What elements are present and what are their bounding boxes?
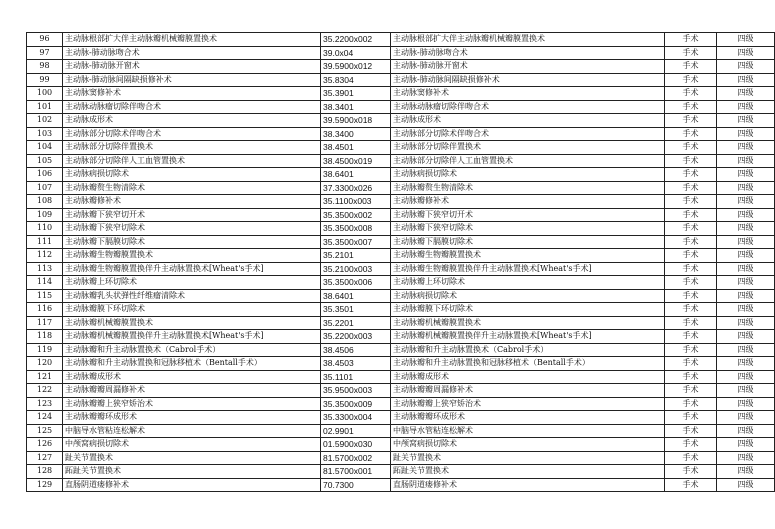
surgery-level-cell: 四级 [717,127,775,141]
table-row [27,465,775,479]
operation-type-cell: 手术 [665,451,717,465]
procedure-name-cell: 主动脉瓣膜下环切除术 [63,303,321,317]
mapped-procedure-name-cell: 主动脉动脉瘤切除伴吻合术 [391,100,665,114]
row-number-cell: 105 [27,154,63,168]
table-row [27,357,775,371]
table-row [27,411,775,425]
row-number-cell: 114 [27,276,63,290]
operation-type-cell: 手术 [665,249,717,263]
procedure-code-cell: 35.2201 [321,316,391,330]
procedure-table-body [27,33,775,492]
procedure-code-cell: 35.9500x003 [321,384,391,398]
procedure-name-cell: 主动脉动脉瘤切除伴吻合术 [63,100,321,114]
table-row [27,235,775,249]
row-number-cell: 119 [27,343,63,357]
document-page [26,32,754,492]
procedure-name-cell: 主动脉瓣下膈膜切除术 [63,235,321,249]
mapped-procedure-name-cell: 跖趾关节置换术 [391,465,665,479]
operation-type-cell: 手术 [665,465,717,479]
table-row [27,100,775,114]
table-row [27,195,775,209]
table-row [27,127,775,141]
table-row [27,424,775,438]
procedure-code-cell: 38.4506 [321,343,391,357]
procedure-code-cell: 81.5700x002 [321,451,391,465]
procedure-name-cell: 主动脉根部扩大伴主动脉瓣机械瓣膜置换术 [63,33,321,47]
procedure-table [26,32,775,492]
mapped-procedure-name-cell: 主动脉根部扩大伴主动脉瓣机械瓣膜置换术 [391,33,665,47]
mapped-procedure-name-cell: 主动脉-肺动脉开窗术 [391,60,665,74]
procedure-code-cell: 38.3400 [321,127,391,141]
row-number-cell: 101 [27,100,63,114]
procedure-code-cell: 35.2200x003 [321,330,391,344]
mapped-procedure-name-cell: 主动脉瓣成形术 [391,370,665,384]
row-number-cell: 109 [27,208,63,222]
operation-type-cell: 手术 [665,357,717,371]
surgery-level-cell: 四级 [717,370,775,384]
mapped-procedure-name-cell: 主动脉部分切除伴置换术 [391,141,665,155]
procedure-code-cell: 35.1100x003 [321,195,391,209]
procedure-name-cell: 主动脉瓣和升主动脉置换术（Cabrol手术） [63,343,321,357]
row-number-cell: 102 [27,114,63,128]
row-number-cell: 107 [27,181,63,195]
procedure-name-cell: 主动脉瓣赘生物清除术 [63,181,321,195]
procedure-name-cell: 中脑导水管粘连松解术 [63,424,321,438]
table-row [27,343,775,357]
table-row [27,316,775,330]
table-row [27,33,775,47]
mapped-procedure-name-cell: 主动脉瓣修补术 [391,195,665,209]
table-row [27,114,775,128]
procedure-name-cell: 主动脉瓣和升主动脉置换和冠脉移植术（Bentall手术） [63,357,321,371]
procedure-code-cell: 35.3901 [321,87,391,101]
operation-type-cell: 手术 [665,411,717,425]
surgery-level-cell: 四级 [717,276,775,290]
procedure-code-cell: 38.3401 [321,100,391,114]
table-row [27,370,775,384]
surgery-level-cell: 四级 [717,397,775,411]
operation-type-cell: 手术 [665,114,717,128]
row-number-cell: 97 [27,46,63,60]
row-number-cell: 117 [27,316,63,330]
row-number-cell: 129 [27,478,63,492]
procedure-code-cell: 38.4503 [321,357,391,371]
operation-type-cell: 手术 [665,316,717,330]
procedure-name-cell: 主动脉瓣成形术 [63,370,321,384]
procedure-code-cell: 35.1101 [321,370,391,384]
surgery-level-cell: 四级 [717,154,775,168]
operation-type-cell: 手术 [665,330,717,344]
mapped-procedure-name-cell: 中颅窝病损切除术 [391,438,665,452]
table-row [27,46,775,60]
table-row [27,330,775,344]
procedure-name-cell: 中颅窝病损切除术 [63,438,321,452]
table-row [27,262,775,276]
row-number-cell: 124 [27,411,63,425]
operation-type-cell: 手术 [665,438,717,452]
operation-type-cell: 手术 [665,46,717,60]
procedure-name-cell: 主动脉瓣生物瓣膜置换伴升主动脉置换术[Wheat's手术] [63,262,321,276]
surgery-level-cell: 四级 [717,424,775,438]
procedure-code-cell: 01.5900x030 [321,438,391,452]
row-number-cell: 112 [27,249,63,263]
mapped-procedure-name-cell: 直肠阴道瘘修补术 [391,478,665,492]
surgery-level-cell: 四级 [717,208,775,222]
procedure-name-cell: 主动脉瓣下狭窄切除术 [63,222,321,236]
operation-type-cell: 手术 [665,73,717,87]
procedure-code-cell: 38.4500x019 [321,154,391,168]
procedure-name-cell: 主动脉-肺动脉开窗术 [63,60,321,74]
row-number-cell: 123 [27,397,63,411]
procedure-name-cell: 主动脉病损切除术 [63,168,321,182]
row-number-cell: 106 [27,168,63,182]
table-row [27,249,775,263]
operation-type-cell: 手术 [665,370,717,384]
mapped-procedure-name-cell: 主动脉-肺动脉间隔缺损修补术 [391,73,665,87]
row-number-cell: 116 [27,303,63,317]
row-number-cell: 126 [27,438,63,452]
operation-type-cell: 手术 [665,168,717,182]
surgery-level-cell: 四级 [717,46,775,60]
mapped-procedure-name-cell: 主动脉瓣下狭窄切除术 [391,222,665,236]
table-row [27,451,775,465]
procedure-name-cell: 直肠阴道瘘修补术 [63,478,321,492]
mapped-procedure-name-cell: 主动脉瓣瓣环成形术 [391,411,665,425]
operation-type-cell: 手术 [665,424,717,438]
surgery-level-cell: 四级 [717,73,775,87]
operation-type-cell: 手术 [665,222,717,236]
mapped-procedure-name-cell: 主动脉瓣机械瓣膜置换术 [391,316,665,330]
procedure-code-cell: 39.5900x012 [321,60,391,74]
table-row [27,154,775,168]
procedure-code-cell: 35.3500x002 [321,208,391,222]
operation-type-cell: 手术 [665,141,717,155]
procedure-code-cell: 38.6401 [321,168,391,182]
surgery-level-cell: 四级 [717,60,775,74]
operation-type-cell: 手术 [665,127,717,141]
mapped-procedure-name-cell: 主动脉瓣生物瓣膜置换伴升主动脉置换术[Wheat's手术] [391,262,665,276]
row-number-cell: 98 [27,60,63,74]
operation-type-cell: 手术 [665,276,717,290]
mapped-procedure-name-cell: 主动脉瓣瓣周漏修补术 [391,384,665,398]
mapped-procedure-name-cell: 主动脉瓣和升主动脉置换术（Cabrol手术） [391,343,665,357]
operation-type-cell: 手术 [665,87,717,101]
table-row [27,141,775,155]
surgery-level-cell: 四级 [717,262,775,276]
table-row [27,289,775,303]
mapped-procedure-name-cell: 主动脉瓣上环切除术 [391,276,665,290]
operation-type-cell: 手术 [665,384,717,398]
surgery-level-cell: 四级 [717,384,775,398]
surgery-level-cell: 四级 [717,222,775,236]
row-number-cell: 108 [27,195,63,209]
surgery-level-cell: 四级 [717,114,775,128]
row-number-cell: 99 [27,73,63,87]
procedure-code-cell: 39.0x04 [321,46,391,60]
surgery-level-cell: 四级 [717,141,775,155]
surgery-level-cell: 四级 [717,478,775,492]
procedure-name-cell: 主动脉瓣乳头状弹性纤维瘤清除术 [63,289,321,303]
row-number-cell: 127 [27,451,63,465]
procedure-name-cell: 主动脉瓣机械瓣膜置换术 [63,316,321,330]
surgery-level-cell: 四级 [717,411,775,425]
operation-type-cell: 手术 [665,195,717,209]
procedure-name-cell: 主动脉-肺动脉吻合术 [63,46,321,60]
surgery-level-cell: 四级 [717,289,775,303]
row-number-cell: 104 [27,141,63,155]
surgery-level-cell: 四级 [717,181,775,195]
table-row [27,208,775,222]
procedure-code-cell: 81.5700x001 [321,465,391,479]
mapped-procedure-name-cell: 主动脉瓣赘生物清除术 [391,181,665,195]
operation-type-cell: 手术 [665,478,717,492]
procedure-name-cell: 主动脉瓣下狭窄切开术 [63,208,321,222]
row-number-cell: 128 [27,465,63,479]
table-row [27,384,775,398]
surgery-level-cell: 四级 [717,357,775,371]
procedure-code-cell: 38.6401 [321,289,391,303]
procedure-code-cell: 02.9901 [321,424,391,438]
procedure-name-cell: 主动脉成形术 [63,114,321,128]
mapped-procedure-name-cell: 主动脉瓣生物瓣膜置换术 [391,249,665,263]
surgery-level-cell: 四级 [717,235,775,249]
row-number-cell: 96 [27,33,63,47]
table-row [27,222,775,236]
row-number-cell: 122 [27,384,63,398]
procedure-name-cell: 主动脉瓣上环切除术 [63,276,321,290]
mapped-procedure-name-cell: 趾关节置换术 [391,451,665,465]
operation-type-cell: 手术 [665,262,717,276]
procedure-name-cell: 主动脉瓣机械瓣膜置换伴升主动脉置换术[Wheat's手术] [63,330,321,344]
surgery-level-cell: 四级 [717,249,775,263]
operation-type-cell: 手术 [665,208,717,222]
mapped-procedure-name-cell: 主动脉病损切除术 [391,289,665,303]
surgery-level-cell: 四级 [717,87,775,101]
table-row [27,478,775,492]
operation-type-cell: 手术 [665,33,717,47]
procedure-name-cell: 主动脉部分切除术伴吻合术 [63,127,321,141]
row-number-cell: 111 [27,235,63,249]
row-number-cell: 121 [27,370,63,384]
procedure-code-cell: 70.7300 [321,478,391,492]
procedure-name-cell: 主动脉瓣生物瓣膜置换术 [63,249,321,263]
mapped-procedure-name-cell: 主动脉部分切除伴人工血管置换术 [391,154,665,168]
procedure-name-cell: 跖趾关节置换术 [63,465,321,479]
procedure-code-cell: 38.4501 [321,141,391,155]
surgery-level-cell: 四级 [717,195,775,209]
row-number-cell: 103 [27,127,63,141]
procedure-name-cell: 主动脉瓣瓣上狭窄矫治术 [63,397,321,411]
table-row [27,438,775,452]
procedure-name-cell: 主动脉窦修补术 [63,87,321,101]
operation-type-cell: 手术 [665,154,717,168]
mapped-procedure-name-cell: 主动脉-肺动脉吻合术 [391,46,665,60]
surgery-level-cell: 四级 [717,316,775,330]
surgery-level-cell: 四级 [717,451,775,465]
procedure-code-cell: 35.2100x003 [321,262,391,276]
procedure-code-cell: 37.3300x026 [321,181,391,195]
mapped-procedure-name-cell: 主动脉部分切除术伴吻合术 [391,127,665,141]
mapped-procedure-name-cell: 主动脉病损切除术 [391,168,665,182]
table-row [27,397,775,411]
surgery-level-cell: 四级 [717,33,775,47]
operation-type-cell: 手术 [665,60,717,74]
procedure-code-cell: 35.3500x006 [321,276,391,290]
procedure-code-cell: 35.2200x002 [321,33,391,47]
mapped-procedure-name-cell: 主动脉瓣和升主动脉置换和冠脉移植术（Bentall手术） [391,357,665,371]
operation-type-cell: 手术 [665,181,717,195]
row-number-cell: 118 [27,330,63,344]
surgery-level-cell: 四级 [717,465,775,479]
procedure-code-cell: 35.3500x008 [321,222,391,236]
surgery-level-cell: 四级 [717,100,775,114]
mapped-procedure-name-cell: 主动脉窦修补术 [391,87,665,101]
surgery-level-cell: 四级 [717,303,775,317]
table-row [27,168,775,182]
procedure-code-cell: 39.5900x018 [321,114,391,128]
table-row [27,60,775,74]
mapped-procedure-name-cell: 主动脉瓣膜下环切除术 [391,303,665,317]
table-row [27,276,775,290]
procedure-name-cell: 主动脉瓣瓣周漏修补术 [63,384,321,398]
procedure-name-cell: 主动脉瓣修补术 [63,195,321,209]
operation-type-cell: 手术 [665,397,717,411]
row-number-cell: 125 [27,424,63,438]
procedure-name-cell: 主动脉瓣瓣环成形术 [63,411,321,425]
procedure-name-cell: 主动脉部分切除伴人工血管置换术 [63,154,321,168]
surgery-level-cell: 四级 [717,438,775,452]
table-row [27,181,775,195]
table-row [27,303,775,317]
procedure-name-cell: 主动脉-肺动脉间隔缺损修补术 [63,73,321,87]
procedure-code-cell: 35.2101 [321,249,391,263]
row-number-cell: 120 [27,357,63,371]
operation-type-cell: 手术 [665,303,717,317]
procedure-code-cell: 35.8304 [321,73,391,87]
procedure-code-cell: 35.3500x009 [321,397,391,411]
mapped-procedure-name-cell: 主动脉瓣瓣上狭窄矫治术 [391,397,665,411]
surgery-level-cell: 四级 [717,330,775,344]
row-number-cell: 110 [27,222,63,236]
procedure-code-cell: 35.3501 [321,303,391,317]
mapped-procedure-name-cell: 主动脉瓣机械瓣膜置换伴升主动脉置换术[Wheat's手术] [391,330,665,344]
procedure-code-cell: 35.3300x004 [321,411,391,425]
operation-type-cell: 手术 [665,100,717,114]
mapped-procedure-name-cell: 主动脉瓣下狭窄切开术 [391,208,665,222]
procedure-name-cell: 趾关节置换术 [63,451,321,465]
operation-type-cell: 手术 [665,235,717,249]
operation-type-cell: 手术 [665,289,717,303]
row-number-cell: 113 [27,262,63,276]
mapped-procedure-name-cell: 主动脉成形术 [391,114,665,128]
row-number-cell: 100 [27,87,63,101]
table-row [27,73,775,87]
mapped-procedure-name-cell: 中脑导水管粘连松解术 [391,424,665,438]
surgery-level-cell: 四级 [717,168,775,182]
surgery-level-cell: 四级 [717,343,775,357]
operation-type-cell: 手术 [665,343,717,357]
table-row [27,87,775,101]
procedure-code-cell: 35.3500x007 [321,235,391,249]
row-number-cell: 115 [27,289,63,303]
procedure-name-cell: 主动脉部分切除伴置换术 [63,141,321,155]
mapped-procedure-name-cell: 主动脉瓣下膈膜切除术 [391,235,665,249]
